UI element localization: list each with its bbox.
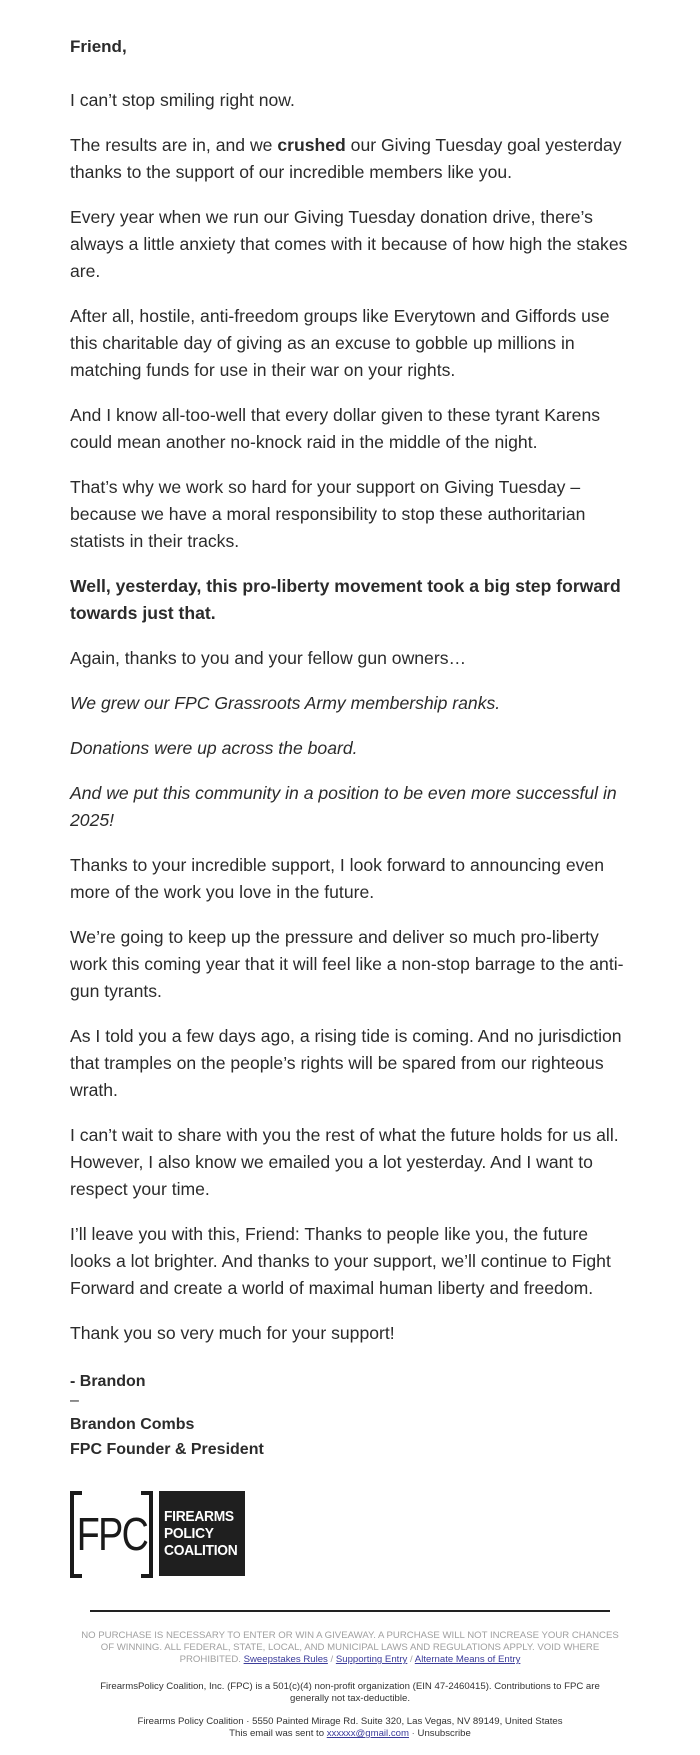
- unsubscribe-link[interactable]: Unsubscribe: [417, 1728, 471, 1739]
- alternate-entry-link[interactable]: Alternate Means of Entry: [414, 1654, 521, 1665]
- sent-to-line: This email was sent to xxxxxx@gmail.com · Unsubscribe: [229, 1728, 471, 1739]
- signature-title: FPC Founder & President: [70, 1441, 264, 1458]
- paragraph: After all, hostile, anti-freedom groups like Everytown and Giffords use this charitable day of giving as an excuse to gobble up millions in matching funds for use in their war on your rights.: [70, 306, 610, 380]
- paragraph-italic: And we put this community in a position to be even more successful in 2025!: [70, 783, 617, 830]
- paragraph: I’ll leave you with this, Friend: Thanks to people like you, the future looks a lot brighter. And thanks to your support, we’ll continue to Fight Forward and create a world of maximal human liberty and freedom.: [70, 1224, 611, 1298]
- recipient-email-link[interactable]: xxxxxx@gmail.com: [326, 1728, 409, 1739]
- footer-address: [80, 1716, 620, 1740]
- paragraph: I can’t wait to share with you the rest of what the future holds for us all. However, I also know we emailed you a lot yesterday. And I want to respect your time.: [70, 1125, 619, 1199]
- paragraph: Thank you so very much for your support!: [70, 1323, 395, 1343]
- signature-block: [70, 1369, 630, 1462]
- paragraph: The results are in, and we crushed our Giving Tuesday goal yesterday thanks to the support of our incredible members like you.: [70, 135, 622, 182]
- paragraph: Every year when we run our Giving Tuesday donation drive, there’s always a little anxiety that comes with it because of how high the stakes are.: [70, 207, 628, 281]
- paragraph: As I told you a few days ago, a rising tide is coming. And no jurisdiction that tramples on the people’s rights will be spared from our righteous wrath.: [70, 1026, 622, 1100]
- signature-short: - Brandon: [70, 1373, 146, 1390]
- footer-divider: [90, 1610, 610, 1612]
- paragraph: That’s why we work so hard for your support on Giving Tuesday – because we have a moral responsibility to stop these authoritarian statists in their tracks.: [70, 477, 586, 551]
- fpc-logo[interactable]: [70, 1491, 245, 1576]
- mailing-address: Firearms Policy Coalition · 5550 Painted Mirage Rd. Suite 320, Las Vegas, NV 89149, United States: [137, 1716, 563, 1727]
- signature-dash: –: [70, 1392, 79, 1409]
- paragraph-italic: Donations were up across the board.: [70, 738, 358, 758]
- paragraph: Again, thanks to you and your fellow gun owners…: [70, 648, 467, 668]
- supporting-entry-link[interactable]: Supporting Entry: [335, 1654, 408, 1665]
- logo-wordmark: FIREARMS POLICY COALITION: [159, 1491, 245, 1576]
- legal-text: NO PURCHASE IS NECESSARY TO ENTER OR WIN A GIVEAWAY. A PURCHASE WILL NOT INCREASE YOUR CHANCES OF WINNING. ALL FEDERAL, STATE, LOCAL, AND MUNICIPAL LAWS AND REGULATIONS APPLY. VOID WHERE PROHIBITED.: [81, 1630, 619, 1665]
- right-bracket-icon: [141, 1491, 153, 1578]
- email-content: [70, 36, 630, 1462]
- footer-nonprofit: FirearmsPolicy Coalition, Inc. (FPC) is a 501(c)(4) non-profit organization (EIN 47-2460415). Contributions to FPC are generally not tax-deductible.: [100, 1681, 600, 1704]
- emphasis-crushed: crushed: [277, 135, 346, 155]
- greeting: Friend,: [70, 37, 127, 56]
- paragraph-bold: Well, yesterday, this pro-liberty movement took a big step forward towards just that.: [70, 576, 621, 623]
- signature-name: Brandon Combs: [70, 1416, 195, 1433]
- paragraph: We’re going to keep up the pressure and deliver so much pro-liberty work this coming year that it will feel like a non-stop barrage to the anti-gun tyrants.: [70, 927, 624, 1001]
- logo-abbr: FPC: [76, 1507, 147, 1560]
- paragraph-italic: We grew our FPC Grassroots Army membership ranks.: [70, 693, 501, 713]
- sweepstakes-rules-link[interactable]: Sweepstakes Rules: [243, 1654, 328, 1665]
- logo-mark: [70, 1491, 153, 1576]
- paragraph: Thanks to your incredible support, I look forward to announcing even more of the work you love in the future.: [70, 855, 604, 902]
- paragraph: I can’t stop smiling right now.: [70, 90, 295, 110]
- paragraph: And I know all-too-well that every dollar given to these tyrant Karens could mean another no-knock raid in the middle of the night.: [70, 405, 601, 452]
- footer-legal: NO PURCHASE IS NECESSARY TO ENTER OR WIN A GIVEAWAY. A PURCHASE WILL NOT INCREASE YOUR CHANCES OF WINNING. ALL FEDERAL, STATE, LOCAL, AND MUNICIPAL LAWS AND REGULATIONS APPLY. VOID WHERE PROHIBITED. Sweepstakes Rules / Supporting Entry / Alternate Means of Entry: [81, 1630, 619, 1665]
